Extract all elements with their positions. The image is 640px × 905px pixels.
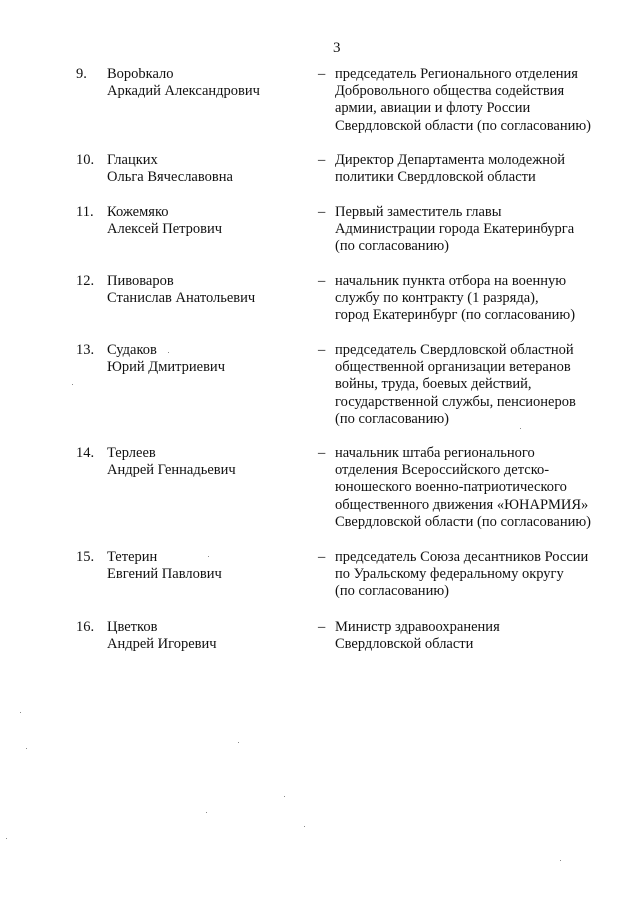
scan-speck — [6, 838, 7, 839]
person-name — [107, 445, 307, 479]
position-line: Министр здравоохранения — [335, 619, 500, 635]
position-line: Свердловской области — [335, 636, 474, 653]
page-number: 3 — [333, 40, 341, 56]
scan-speck — [284, 796, 285, 797]
position-line: председатель Регионального отделения — [335, 66, 578, 82]
entry-number: 11. — [76, 204, 94, 220]
person-name — [107, 273, 307, 307]
position-line: отделения Всероссийского детско- — [335, 462, 550, 479]
given-names: Алексей Петрович — [107, 221, 223, 238]
position-line: Свердловской области (по согласованию) — [335, 513, 592, 530]
given-names: Евгений Павлович — [107, 566, 222, 583]
person-name — [107, 619, 307, 653]
position-line: (по согласованию) — [335, 583, 449, 600]
person-name — [107, 66, 307, 100]
position-line: юношеского военно-патриотического — [335, 479, 567, 496]
position-line: Первый заместитель главы — [335, 204, 502, 220]
scan-speck — [238, 742, 239, 743]
entry-number: 10. — [76, 152, 95, 168]
position-line: армии, авиации и флоту России — [335, 100, 531, 117]
scan-speck — [26, 748, 27, 749]
given-names: Юрий Дмитриевич — [107, 359, 225, 376]
position-line: председатель Союза десантников России — [335, 549, 589, 565]
given-names: Андрей Геннадьевич — [107, 462, 236, 479]
person-name — [107, 342, 307, 376]
position-description — [335, 66, 635, 135]
entry-number: 9. — [76, 66, 87, 82]
position-line: службу по контракту (1 разряда), — [335, 290, 539, 307]
position-line: Свердловской области (по согласованию) — [335, 117, 592, 134]
given-names: Андрей Игоревич — [107, 636, 217, 653]
position-line: (по согласованию) — [335, 410, 449, 427]
person-name — [107, 152, 307, 186]
given-names: Аркадий Александрович — [107, 83, 260, 100]
surname: Судаков — [107, 342, 157, 358]
position-line: Администрации города Екатеринбурга — [335, 221, 575, 238]
dash: – — [318, 273, 326, 289]
surname: Терлеев — [107, 445, 156, 461]
surname: Пивоваров — [107, 273, 174, 289]
entry-number: 12. — [76, 273, 95, 289]
dash: – — [318, 66, 326, 82]
position-description — [335, 342, 635, 428]
surname: Тетерин — [107, 549, 158, 565]
entry-number: 16. — [76, 619, 95, 635]
scan-speck — [520, 428, 521, 429]
scan-speck — [208, 556, 209, 557]
entry-number: 15. — [76, 549, 95, 565]
dash: – — [318, 342, 326, 358]
position-line: председатель Свердловской областной — [335, 342, 574, 358]
position-description — [335, 204, 635, 256]
dash: – — [318, 619, 326, 635]
scan-speck — [560, 860, 561, 861]
dash: – — [318, 152, 326, 168]
position-line: государственной службы, пенсионеров — [335, 393, 576, 410]
surname: Глацких — [107, 152, 158, 168]
position-line: начальник пункта отбора на военную — [335, 273, 567, 289]
position-line: по Уральскому федеральному округу — [335, 566, 564, 583]
person-name — [107, 204, 307, 238]
person-name — [107, 549, 307, 583]
surname: Цветков — [107, 619, 158, 635]
position-line: город Екатеринбург (по согласованию) — [335, 307, 576, 324]
position-line: политики Свердловской области — [335, 169, 536, 186]
surname: Ворobкало — [107, 66, 174, 82]
given-names: Ольга Вячеславовна — [107, 169, 233, 186]
position-line: общественной организации ветеранов — [335, 359, 571, 376]
position-line: Директор Департамента молодежной — [335, 152, 566, 168]
scan-speck — [304, 826, 305, 827]
position-description — [335, 445, 635, 531]
position-line: войны, труда, боевых действий, — [335, 376, 532, 393]
dash: – — [318, 204, 326, 220]
entry-number: 14. — [76, 445, 95, 461]
position-line: Добровольного общества содействия — [335, 83, 565, 100]
entry-number: 13. — [76, 342, 95, 358]
scan-speck — [206, 812, 207, 813]
position-description — [335, 549, 635, 601]
scan-speck — [168, 352, 169, 353]
position-description — [335, 152, 635, 186]
scan-speck — [20, 712, 21, 713]
position-description — [335, 619, 635, 653]
position-description — [335, 273, 635, 325]
position-line: общественного движения «ЮНАРМИЯ» — [335, 496, 589, 513]
dash: – — [318, 445, 326, 461]
position-line: начальник штаба регионального — [335, 445, 535, 461]
dash: – — [318, 549, 326, 565]
surname: Кожемяко — [107, 204, 169, 220]
scan-speck — [72, 384, 73, 385]
position-line: (по согласованию) — [335, 238, 449, 255]
given-names: Станислав Анатольевич — [107, 290, 256, 307]
